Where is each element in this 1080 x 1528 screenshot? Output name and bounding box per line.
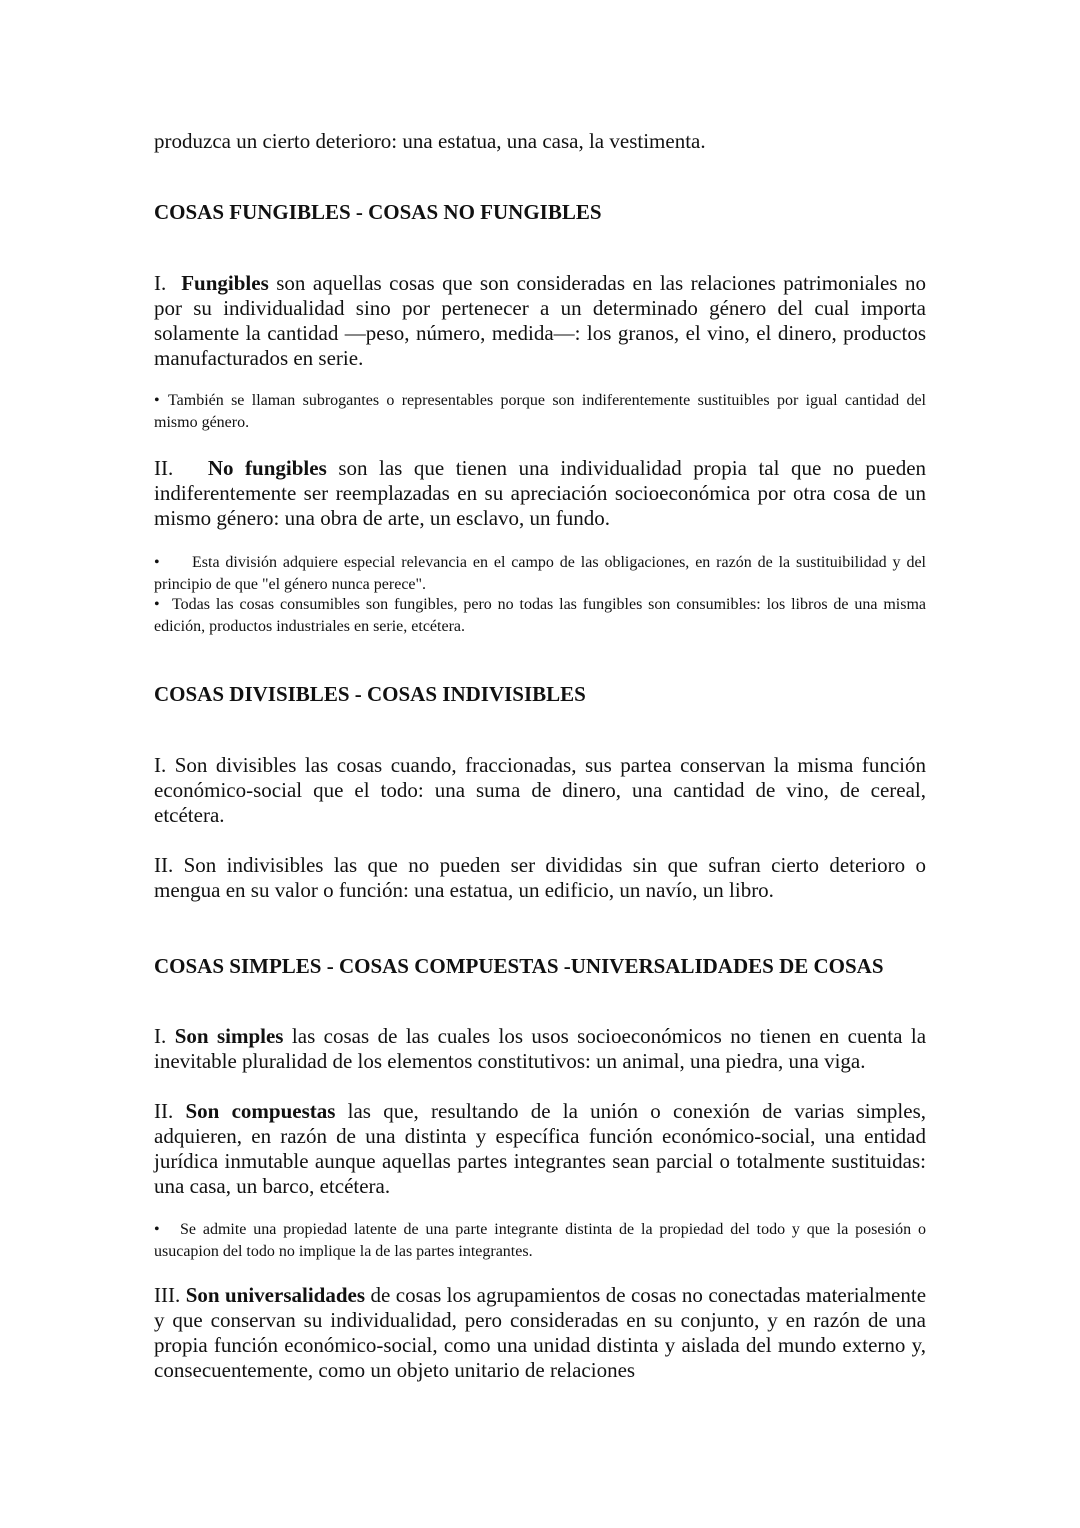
paragraph-text: son aquellas cosas que son consideradas en las relaciones patrimoniales no por su individualidad sino por pertenecer a un determinado género del cual importa solamente la cantidad —peso, número, medida—: los granos, el vino, el dinero, productos manufacturados en serie. bbox=[154, 271, 927, 370]
heading-fungibles: COSAS FUNGIBLES - COSAS NO FUNGIBLES bbox=[154, 200, 602, 224]
note-text: Esta división adquiere especial relevancia en el campo de las obligaciones, en razón de la sustituibilidad y del principio de que "el género nunca perece". bbox=[154, 554, 926, 593]
paragraph-number: II. bbox=[154, 456, 174, 480]
note-propiedad-latente bbox=[154, 1219, 926, 1262]
paragraph-number: I. bbox=[154, 271, 167, 295]
heading-divisibles: COSAS DIVISIBLES - COSAS INDIVISIBLES bbox=[154, 682, 586, 706]
paragraph-fungibles bbox=[154, 271, 926, 371]
bullet-icon: • bbox=[154, 1221, 160, 1238]
term-fungibles: Fungibles bbox=[181, 271, 269, 295]
term-no-fungibles: No fungibles bbox=[207, 456, 327, 480]
paragraph-divisibles: I. Son divisibles las cosas cuando, fraccionadas, sus partea conservan la misma función económico-social que el todo: una suma de dinero, una cantidad de vino, de cereal, etcétera. bbox=[154, 753, 926, 827]
paragraph-text: son las que tienen una individualidad propia tal que no pueden indiferentemente ser reemplazadas en su apreciación socioeconómica por otra cosa de un mismo género: una obra de arte, un esclavo, un fundo. bbox=[154, 456, 927, 530]
intro-line: produzca un cierto deterioro: una estatua, una casa, la vestimenta. bbox=[154, 129, 706, 153]
term-simples: Son simples bbox=[174, 1024, 284, 1048]
paragraph-number: II. bbox=[154, 1099, 174, 1123]
paragraph-number: I. bbox=[154, 1024, 167, 1048]
note-subrogantes bbox=[154, 390, 926, 433]
term-universalidades: Son universalidades bbox=[185, 1283, 366, 1307]
term-compuestas: Son compuestas bbox=[185, 1099, 336, 1123]
paragraph-number: III. bbox=[154, 1283, 181, 1307]
note-text: Se admite una propiedad latente de una parte integrante distinta de la propiedad del todo y que la posesión o usucapion del todo no implique la de las partes integrantes. bbox=[154, 1221, 926, 1260]
paragraph-no-fungibles bbox=[154, 456, 926, 531]
paragraph-universalidades bbox=[154, 1283, 926, 1383]
paragraph-text: las que, resultando de la unión o conexión de varias simples, adquieren, en razón de una distinta y específica función económico-social, una entidad jurídica inmutable aunque aquellas partes integrantes sean parcial o totalmente sustituidas: una casa, un barco, etcétera. bbox=[154, 1099, 926, 1198]
paragraph-text: las cosas de las cuales los usos socioeconómicos no tienen en cuenta la inevitable pluralidad de los elementos constitutivos: un animal, una piedra, una viga. bbox=[154, 1024, 927, 1073]
paragraph-text: de cosas los agrupamientos de cosas no conectadas materialmente y que conservan su individualidad, pero consideradas en su conjunto, y en razón de una propia función económico-social, como una unidad distinta y aislada del mundo externo y, consecuentemente, como un objeto unitario de relaciones bbox=[154, 1283, 927, 1382]
paragraph-indivisibles: II. Son indivisibles las que no pueden ser divididas sin que sufran cierto deterioro o mengua en su valor o función: una estatua, un edificio, un navío, un libro. bbox=[154, 853, 926, 902]
note-division bbox=[154, 552, 926, 595]
note-text: Todas las cosas consumibles son fungibles, pero no todas las fungibles son consumibles: los libros de una misma edición, productos industriales en serie, etcétera. bbox=[154, 596, 926, 635]
heading-simples: COSAS SIMPLES - COSAS COMPUESTAS -UNIVERSALIDADES DE COSAS bbox=[154, 954, 884, 978]
paragraph-compuestas bbox=[154, 1099, 926, 1199]
bullet-icon: • bbox=[154, 596, 160, 613]
paragraph-simples bbox=[154, 1024, 926, 1074]
note-text: También se llaman subrogantes o representables porque son indiferentemente sustituibles por igual cantidad del mismo género. bbox=[154, 392, 926, 431]
bullet-icon: • bbox=[154, 554, 160, 571]
note-consumibles bbox=[154, 594, 926, 637]
bullet-icon: • bbox=[154, 392, 160, 409]
